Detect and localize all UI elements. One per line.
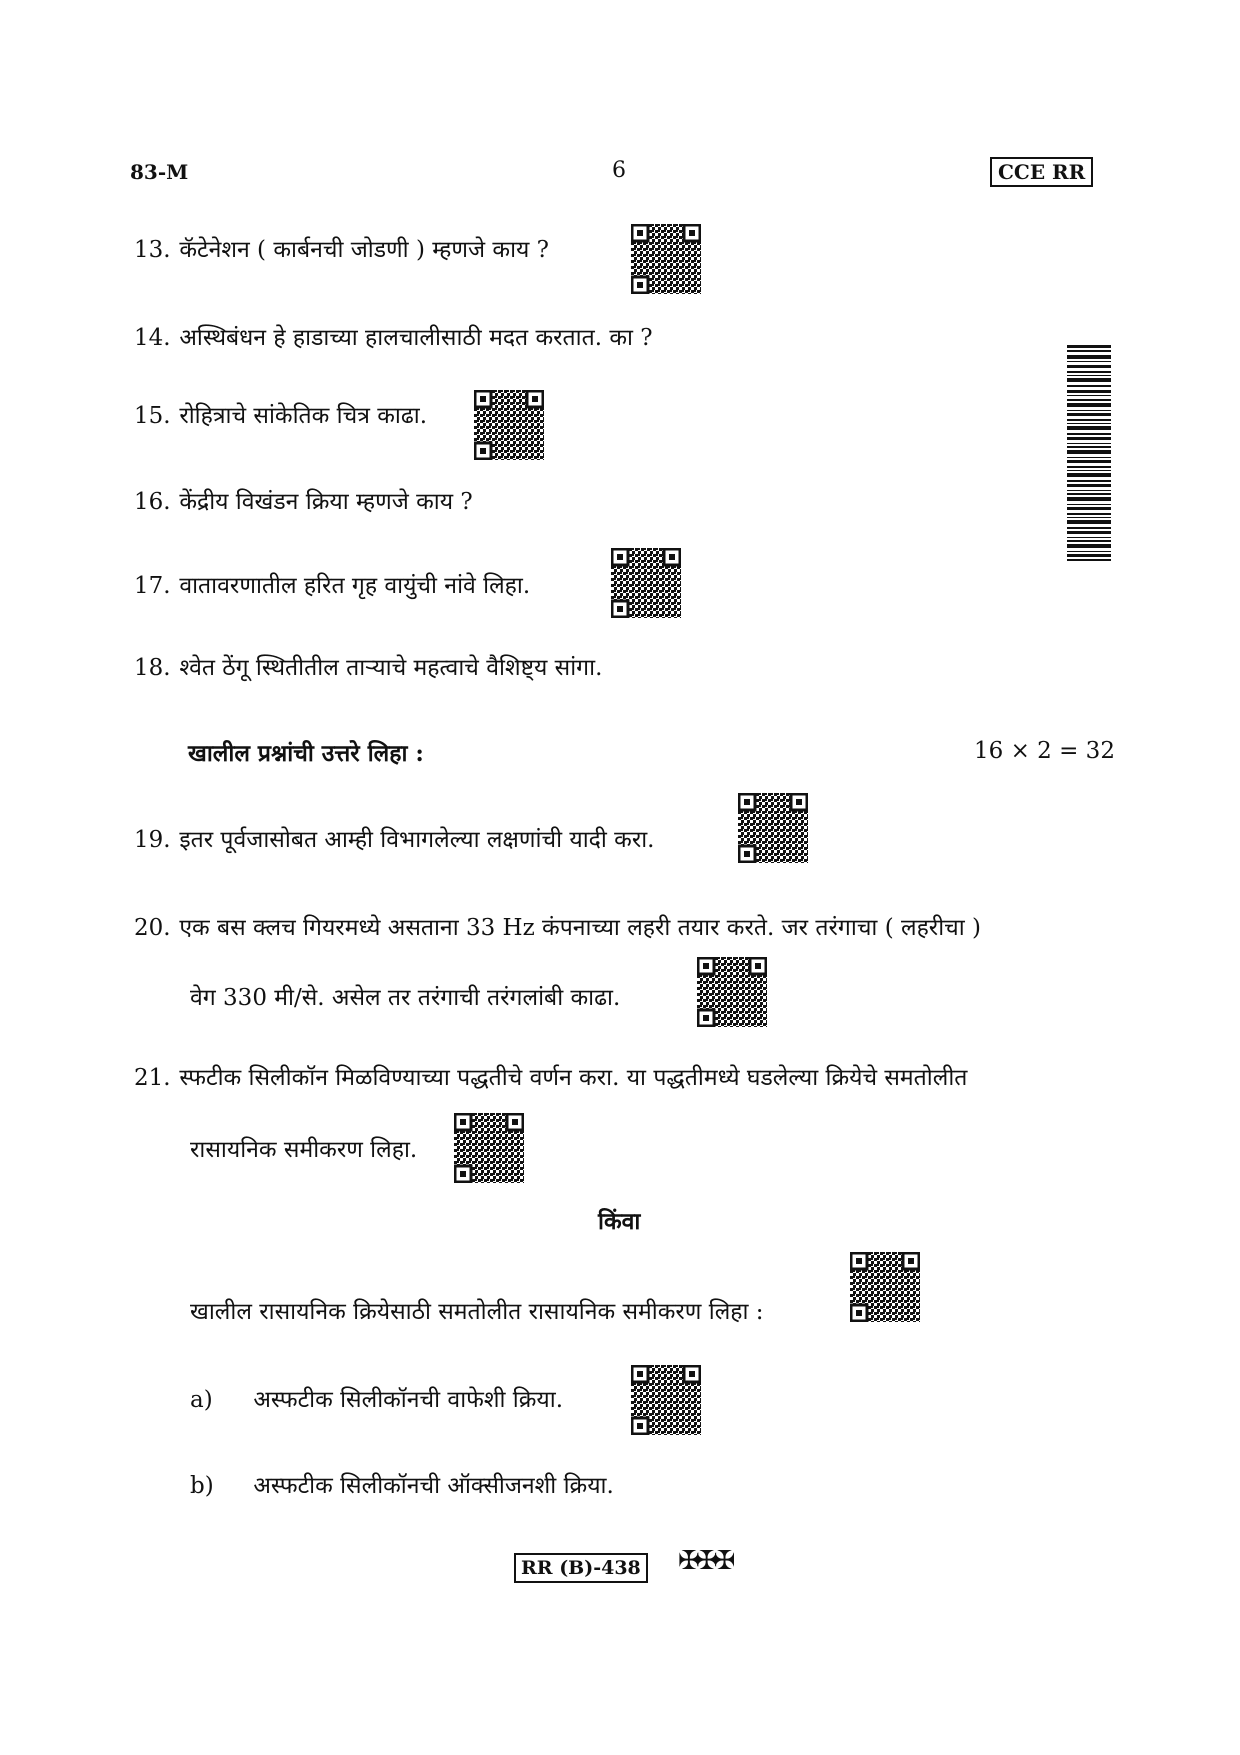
question-number: 16. <box>134 489 171 515</box>
page-number: 6 <box>612 158 626 183</box>
question-text: कॅटेनेशन ( कार्बनची जोडणी ) म्हणजे काय ? <box>179 237 550 263</box>
section-heading: खालील प्रश्नांची उत्तरे लिहा : <box>188 740 424 767</box>
qr-code-icon[interactable] <box>697 957 767 1027</box>
or-label: किंवा <box>598 1208 641 1235</box>
question-text: वातावरणातील हरित गृह वायुंची नांवे लिहा. <box>179 573 531 599</box>
question-number: 20. <box>134 915 171 941</box>
question-number: 14. <box>134 325 171 351</box>
question-text: केंद्रीय विखंडन क्रिया म्हणजे काय ? <box>179 489 473 515</box>
question-number: 18. <box>134 655 171 681</box>
question-text: अस्थिबंधन हे हाडाच्या हालचालीसाठी मदत करतात. का ? <box>179 325 653 351</box>
question-21-line-1 <box>134 1060 967 1092</box>
question-number: 17. <box>134 573 171 599</box>
qr-code-icon[interactable] <box>850 1252 920 1322</box>
question-20-line-1 <box>134 910 981 942</box>
alt-intro: खालील रासायनिक क्रियेसाठी समतोलीत रासायनिक समीकरण लिहा : <box>190 1299 764 1325</box>
qr-code-icon[interactable] <box>474 390 544 460</box>
footer-ornament: ✠✠✠ <box>678 1546 732 1576</box>
paper-code: 83-M <box>130 160 189 184</box>
qr-code-icon[interactable] <box>631 1365 701 1435</box>
cce-rr-box: CCE RR <box>990 157 1093 187</box>
question-text: रोहित्राचे सांकेतिक चित्र काढा. <box>179 403 428 429</box>
section-marks: 16 × 2 = 32 <box>974 738 1115 764</box>
qr-code-icon[interactable] <box>738 793 808 863</box>
question-number: 21. <box>134 1065 171 1091</box>
question-text: श्वेत ठेंगू स्थितीतील ताऱ्याचे महत्वाचे वैशिष्ट्य सांगा. <box>179 655 603 681</box>
qr-code-icon[interactable] <box>454 1113 524 1183</box>
question-18 <box>134 650 602 682</box>
alt-item-text: अस्फटीक सिलीकॉनची ऑक्सीजनशी क्रिया. <box>253 1473 614 1499</box>
footer-code-box: RR (B)-438 <box>514 1553 648 1583</box>
question-13 <box>134 232 549 264</box>
question-19 <box>134 822 655 854</box>
question-17 <box>134 568 530 600</box>
qr-code-icon[interactable] <box>631 224 701 294</box>
question-21-line-2: रासायनिक समीकरण लिहा. <box>190 1137 418 1163</box>
qr-code-icon[interactable] <box>611 548 681 618</box>
alt-item-text: अस्फटीक सिलीकॉनची वाफेशी क्रिया. <box>253 1387 564 1413</box>
question-text: एक बस क्लच गियरमध्ये असताना 33 Hz कंपनाच्या लहरी तयार करते. जर तरंगाचा ( लहरीचा ) <box>179 915 981 941</box>
alt-item-a <box>190 1382 563 1414</box>
question-number: 19. <box>134 827 171 853</box>
question-16 <box>134 484 473 516</box>
question-number: 15. <box>134 403 171 429</box>
question-text: स्फटीक सिलीकॉन मिळविण्याच्या पद्धतीचे वर्णन करा. या पद्धतीमध्ये घडलेल्या क्रियेचे समतोलीत <box>179 1065 968 1091</box>
question-text: इतर पूर्वजासोबत आम्ही विभागलेल्या लक्षणांची यादी करा. <box>179 827 655 853</box>
question-14 <box>134 320 653 352</box>
question-15 <box>134 398 427 430</box>
alt-item-label: a) <box>190 1387 213 1413</box>
question-20-line-2: वेग 330 मी/से. असेल तर तरंगाची तरंगलांबी काढा. <box>190 985 621 1011</box>
alt-item-label: b) <box>190 1473 214 1499</box>
alt-item-b <box>190 1468 614 1500</box>
barcode-icon <box>1067 345 1111 561</box>
question-number: 13. <box>134 237 171 263</box>
